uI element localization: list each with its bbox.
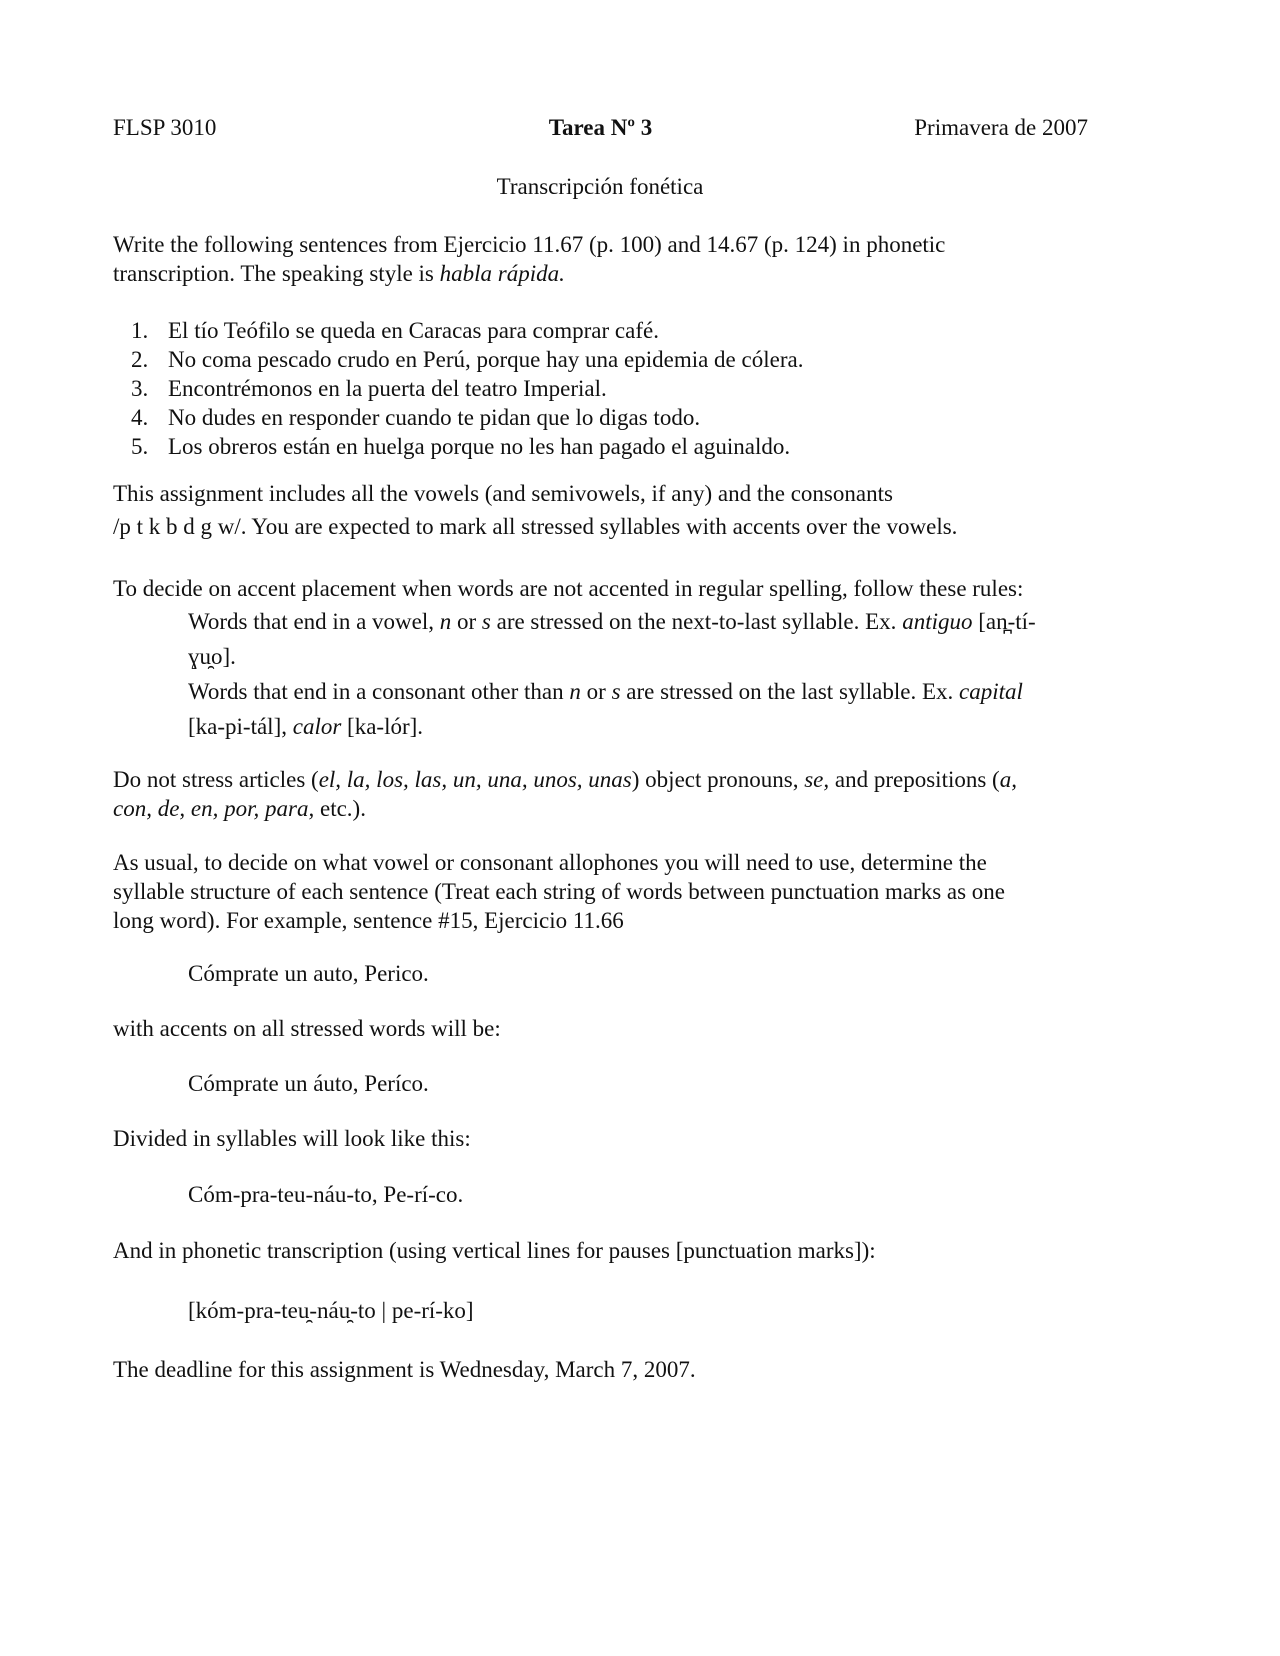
donot-paragraph: Do not stress articles (el, la, los, las, un, una, unos, unas) object pronouns, se, and prepositions (a, con, de, en, por, para, etc.). bbox=[113, 767, 1017, 821]
list-item: 2. No coma pescado crudo en Perú, porque hay una epidemia de cólera. bbox=[131, 347, 804, 372]
list-item: 3. Encontrémonos en la puerta del teatro Imperial. bbox=[131, 376, 607, 401]
rules-section bbox=[113, 574, 1113, 741]
with-accents-label: with accents on all stressed words will be: bbox=[113, 1016, 501, 1041]
phonetic-label: And in phonetic transcription (using vertical lines for pauses [punctuation marks]): bbox=[113, 1238, 876, 1263]
intro-line-1: Write the following sentences from Ejercicio 11.67 (p. 100) and 14.67 (p. 124) in phonetic bbox=[113, 232, 946, 257]
assignment-title: Tarea Nº 3 bbox=[548, 115, 653, 140]
intro-line-2: transcription. The speaking style is habla rápida. bbox=[113, 261, 565, 286]
assignment-paragraph bbox=[113, 479, 1113, 541]
list-item: 4. No dudes en responder cuando te pidan que lo digas todo. bbox=[131, 405, 701, 430]
example-plain: Cómprate un auto, Perico. bbox=[188, 961, 429, 986]
page-header bbox=[113, 113, 1088, 143]
deadline-text: The deadline for this assignment is Wednesday, March 7, 2007. bbox=[113, 1357, 696, 1382]
course-code: FLSP 3010 bbox=[113, 115, 217, 140]
as-usual-paragraph: As usual, to decide on what vowel or consonant allophones you will need to use, determine the syllable structure of each sentence (Treat each string of words between punctuation marks as one long word). For example, sentence #15, Ejercicio 11.66 bbox=[113, 850, 1006, 933]
divided-label: Divided in syllables will look like this: bbox=[113, 1126, 471, 1151]
assignment-line-1: This assignment includes all the vowels (and semivowels, if any) and the consonants bbox=[113, 481, 893, 506]
assignment-line-2: /p t k b d g w/. You are expected to mark all stressed syllables with accents over the vowels. bbox=[113, 514, 958, 539]
page-subtitle: Transcripción fonética bbox=[496, 174, 704, 199]
rule-1: Words that end in a vowel, n or s are stressed on the next-to-last syllable. Ex. antiguo [an̪-tí- ɣu̯o]. bbox=[188, 609, 1036, 669]
example-accented: Cómprate un áuto, Períco. bbox=[188, 1071, 429, 1096]
list-item: 1. El tío Teófilo se queda en Caracas para comprar café. bbox=[131, 318, 659, 343]
list-item: 5. Los obreros están en huelga porque no les han pagado el aguinaldo. bbox=[131, 434, 791, 459]
term-label: Primavera de 2007 bbox=[914, 115, 1088, 140]
rule-2: Words that end in a consonant other than n or s are stressed on the last syllable. Ex. capital [ka-pi-tál], calor [ka-lór]. bbox=[188, 679, 1023, 739]
sentence-list bbox=[113, 316, 803, 461]
speaking-style: habla rápida. bbox=[439, 261, 565, 286]
rules-intro: To decide on accent placement when words are not accented in regular spelling, follow these rules: bbox=[113, 576, 1024, 601]
example-phonetic: [kóm-pra-teu̯-náu̯-to | pe-rí-ko] bbox=[188, 1298, 474, 1323]
intro-paragraph bbox=[113, 230, 1113, 288]
example-syllables: Cóm-pra-teu-náu-to, Pe-rí-co. bbox=[188, 1182, 464, 1207]
